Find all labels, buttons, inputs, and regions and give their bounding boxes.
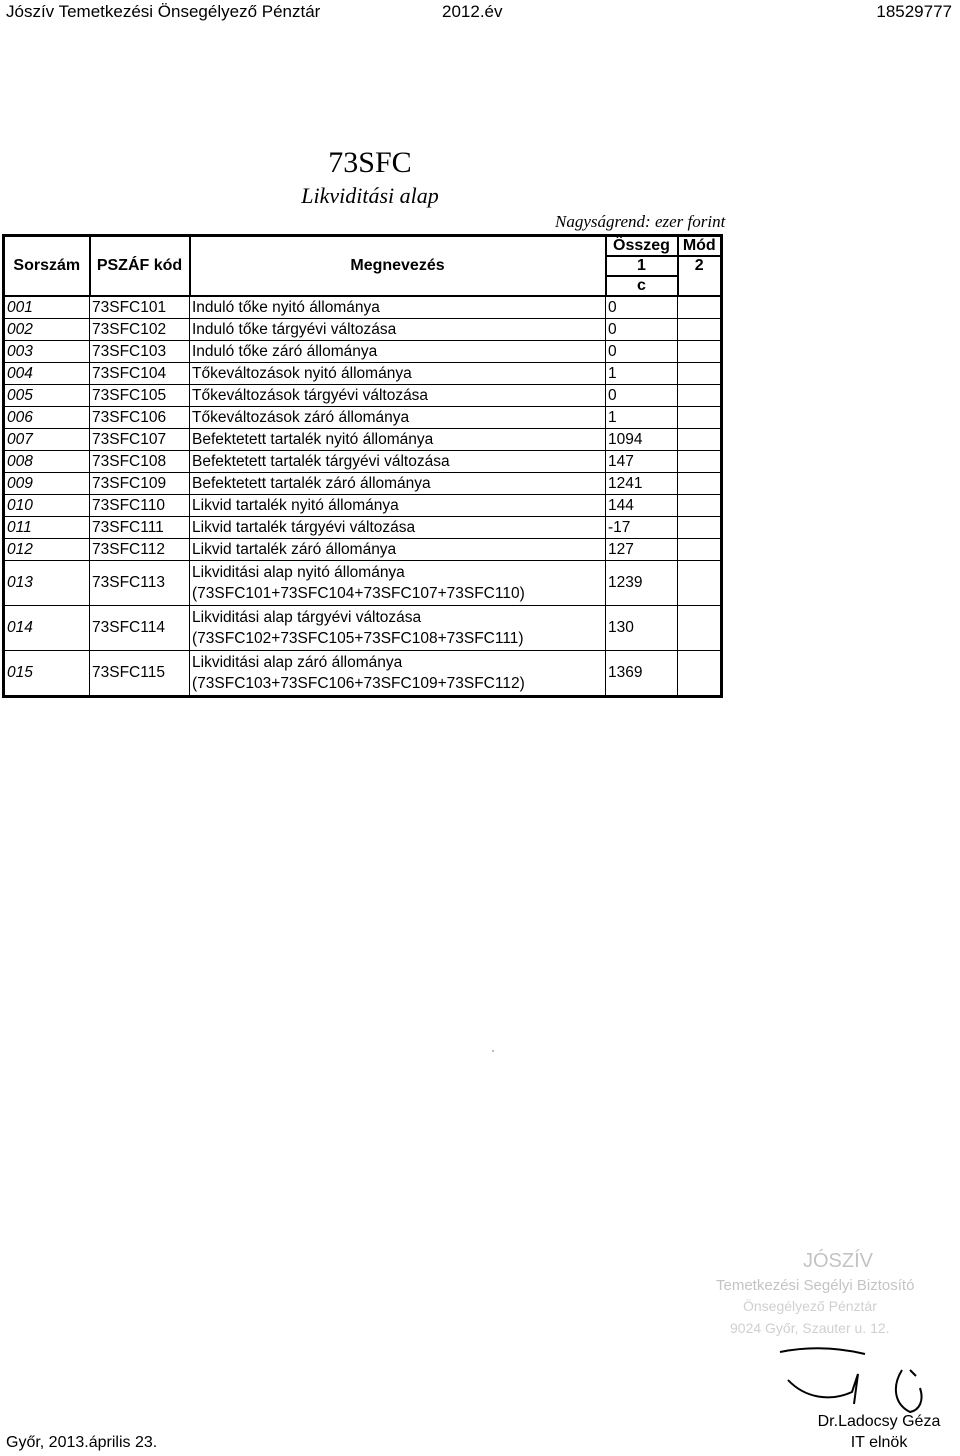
table-row (4, 539, 722, 561)
row-megnevezes-line1: Likvid tartalék záró állománya (192, 541, 397, 558)
title-block (0, 146, 740, 210)
row-mod (678, 385, 722, 407)
row-mod (678, 495, 722, 517)
row-megnevezes (190, 561, 606, 606)
row-megnevezes (190, 296, 606, 319)
table-row (4, 296, 722, 319)
row-osszeg: 1369 (606, 651, 678, 697)
row-osszeg: 0 (606, 296, 678, 319)
signature-image (770, 1340, 950, 1420)
row-pszaf-kod: 73SFC115 (90, 651, 190, 697)
row-osszeg: 0 (606, 341, 678, 363)
row-megnevezes-line1: Likviditási alap tárgyévi változása (192, 609, 422, 626)
row-megnevezes-line1: Likvid tartalék tárgyévi változása (192, 519, 416, 536)
row-sorszam: 009 (4, 473, 90, 495)
row-mod (678, 561, 722, 606)
svg-text:9024 Győr, Szauter u. 12.: 9024 Győr, Szauter u. 12. (730, 1320, 890, 1336)
row-sorszam: 001 (4, 296, 90, 319)
table-row (4, 473, 722, 495)
table-row (4, 651, 722, 697)
row-megnevezes-formula: (73SFC102+73SFC105+73SFC108+73SFC111) (192, 630, 524, 647)
row-sorszam: 004 (4, 363, 90, 385)
row-mod (678, 539, 722, 561)
row-megnevezes (190, 429, 606, 451)
header-mod: Mód (678, 236, 722, 257)
row-mod (678, 363, 722, 385)
table-row (4, 363, 722, 385)
row-megnevezes-line1: Induló tőke nyitó állománya (192, 299, 380, 316)
row-pszaf-kod: 73SFC107 (90, 429, 190, 451)
row-megnevezes-line1: Befektetett tartalék záró állománya (192, 475, 431, 492)
row-megnevezes (190, 495, 606, 517)
svg-text:JÓSZÍV: JÓSZÍV (803, 1250, 874, 1272)
header-pszaf-kod: PSZÁF kód (90, 236, 190, 297)
row-mod (678, 473, 722, 495)
row-pszaf-kod: 73SFC112 (90, 539, 190, 561)
row-pszaf-kod: 73SFC105 (90, 385, 190, 407)
row-sorszam: 015 (4, 651, 90, 697)
row-sorszam: 012 (4, 539, 90, 561)
scan-speck (492, 1050, 494, 1052)
row-megnevezes-line1: Tőkeváltozások záró állománya (192, 409, 410, 426)
svg-text:Temetkezési Segélyi Biztosító: Temetkezési Segélyi Biztosító (716, 1277, 915, 1294)
row-osszeg: 0 (606, 319, 678, 341)
row-osszeg: 1 (606, 363, 678, 385)
row-pszaf-kod: 73SFC104 (90, 363, 190, 385)
row-megnevezes (190, 473, 606, 495)
row-sorszam: 011 (4, 517, 90, 539)
row-mod (678, 429, 722, 451)
row-megnevezes (190, 407, 606, 429)
header-document-id: 18529777 (876, 2, 952, 21)
row-megnevezes-formula: (73SFC101+73SFC104+73SFC107+73SFC110) (192, 585, 525, 602)
row-megnevezes-formula: (73SFC103+73SFC106+73SFC109+73SFC112) (192, 675, 525, 692)
row-osszeg: 130 (606, 606, 678, 651)
row-mod (678, 651, 722, 697)
row-mod (678, 319, 722, 341)
table-body (4, 296, 722, 697)
table-row (4, 495, 722, 517)
row-osszeg: 144 (606, 495, 678, 517)
row-mod (678, 606, 722, 651)
table-row (4, 561, 722, 606)
table-row (4, 319, 722, 341)
row-osszeg: 1241 (606, 473, 678, 495)
signer-title: IT elnök (850, 1434, 908, 1451)
row-pszaf-kod: 73SFC113 (90, 561, 190, 606)
row-megnevezes-line1: Tőkeváltozások tárgyévi változása (192, 387, 429, 404)
row-megnevezes (190, 606, 606, 651)
row-pszaf-kod: 73SFC106 (90, 407, 190, 429)
row-mod (678, 517, 722, 539)
header-sorszam: Sorszám (4, 236, 90, 297)
table-row (4, 429, 722, 451)
header-col-number-1: 1 (606, 256, 678, 276)
row-pszaf-kod: 73SFC108 (90, 451, 190, 473)
signer-name: Dr.Ladocsy Géza (817, 1413, 941, 1430)
header-organization: Jószív Temetkezési Önsegélyező Pénztár (6, 2, 321, 21)
row-pszaf-kod: 73SFC102 (90, 319, 190, 341)
row-sorszam: 003 (4, 341, 90, 363)
row-megnevezes-line1: Tőkeváltozások nyitó állománya (192, 365, 412, 382)
table-row (4, 341, 722, 363)
unit-note: Nagyságrend: ezer forint (555, 212, 726, 231)
header-year: 2012.év (442, 2, 503, 21)
table-row (4, 385, 722, 407)
table-row (4, 407, 722, 429)
place-date: Győr, 2013.április 23. (6, 1434, 158, 1451)
row-mod (678, 341, 722, 363)
row-megnevezes (190, 363, 606, 385)
table-row (4, 517, 722, 539)
row-mod (678, 296, 722, 319)
row-sorszam: 006 (4, 407, 90, 429)
row-sorszam: 013 (4, 561, 90, 606)
row-osszeg: 1094 (606, 429, 678, 451)
row-sorszam: 007 (4, 429, 90, 451)
row-pszaf-kod: 73SFC103 (90, 341, 190, 363)
row-megnevezes (190, 517, 606, 539)
row-osszeg: 0 (606, 385, 678, 407)
row-pszaf-kod: 73SFC109 (90, 473, 190, 495)
svg-text:Önsegélyező Pénztár: Önsegélyező Pénztár (743, 1298, 877, 1314)
row-sorszam: 014 (4, 606, 90, 651)
row-megnevezes (190, 385, 606, 407)
row-megnevezes (190, 651, 606, 697)
header-megnevezes: Megnevezés (190, 236, 606, 297)
row-pszaf-kod: 73SFC111 (90, 517, 190, 539)
row-megnevezes-line1: Likviditási alap nyitó állománya (192, 564, 405, 581)
row-osszeg: 1 (606, 407, 678, 429)
row-osszeg: 127 (606, 539, 678, 561)
row-megnevezes (190, 319, 606, 341)
header-osszeg: Összeg (606, 236, 678, 257)
row-megnevezes-line1: Induló tőke záró állománya (192, 343, 378, 360)
row-sorszam: 005 (4, 385, 90, 407)
row-sorszam: 010 (4, 495, 90, 517)
row-megnevezes-line1: Befektetett tartalék nyitó állománya (192, 431, 434, 448)
row-pszaf-kod: 73SFC114 (90, 606, 190, 651)
row-megnevezes-line1: Likvid tartalék nyitó állománya (192, 497, 399, 514)
page-subtitle: Likviditási alap (301, 183, 439, 208)
stamp-image (708, 1245, 958, 1355)
row-mod (678, 451, 722, 473)
header-col-number-2: 2 (678, 256, 722, 296)
row-mod (678, 407, 722, 429)
row-sorszam: 002 (4, 319, 90, 341)
row-megnevezes (190, 341, 606, 363)
data-table (2, 234, 723, 698)
page-header (6, 2, 952, 26)
page-title: 73SFC (328, 146, 412, 179)
table-row (4, 451, 722, 473)
header-col-letter: c (606, 276, 678, 296)
row-megnevezes (190, 539, 606, 561)
row-osszeg: 147 (606, 451, 678, 473)
row-megnevezes (190, 451, 606, 473)
row-megnevezes-line1: Induló tőke tárgyévi változása (192, 321, 397, 338)
row-osszeg: -17 (606, 517, 678, 539)
row-sorszam: 008 (4, 451, 90, 473)
row-osszeg: 1239 (606, 561, 678, 606)
row-megnevezes-line1: Befektetett tartalék tárgyévi változása (192, 453, 450, 470)
row-pszaf-kod: 73SFC101 (90, 296, 190, 319)
row-pszaf-kod: 73SFC110 (90, 495, 190, 517)
row-megnevezes-line1: Likviditási alap záró állománya (192, 654, 403, 671)
table-row (4, 606, 722, 651)
